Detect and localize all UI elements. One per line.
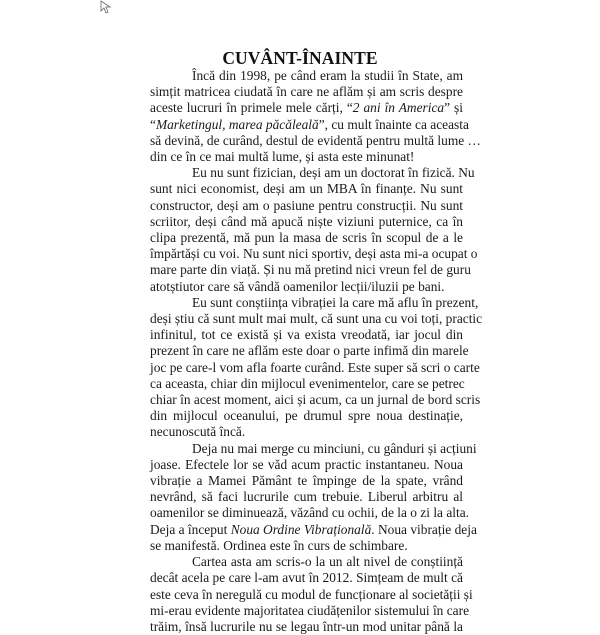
text-run: infinitul, tot ce există și va exista vreodată, iar jocul din (150, 327, 463, 343)
text-run: oamenilor se diminuează, văzând cu ochii, de la o zi la alta. (150, 505, 470, 521)
paragraph (150, 165, 478, 295)
text-line (150, 132, 481, 149)
text-line (150, 246, 478, 262)
text-run: Cartea asta am scris-o la un alt nivel de conștiință (192, 554, 463, 570)
text-run: . Noua vibrație deja (371, 521, 477, 537)
text-run: constructor, deși am o pasiune pentru construcții. Nu sunt (150, 197, 463, 213)
text-run: nevrând, să faci lucrurile cum trebuie. Liberul arbitru al (150, 489, 463, 505)
text-run: chiar în acest moment, aici și acum, ca un jurnal de bord scris (150, 392, 481, 408)
text-line (150, 68, 463, 84)
text-run: decât acela pe care l-am avut în 2012. Simțeam de mult că (150, 570, 463, 586)
text-line (150, 619, 463, 635)
text-run: sunt nici economist, deși am un MBA în finanțe. Nu sunt (150, 181, 463, 197)
text-run: deși știu că sunt mult mai mult, că sunt una cu voi toți, practic (150, 311, 483, 327)
text-line (150, 294, 479, 311)
text-run: Încă din 1998, pe când eram la studii în State, am (192, 68, 463, 83)
text-line (150, 116, 469, 133)
italic-title: 2 ani în America (352, 100, 445, 116)
text-line (150, 408, 463, 424)
text-line (150, 505, 470, 521)
text-run: Deja nu mai merge cu minciuni, cu gânduri și acțiuni (192, 440, 477, 456)
text-line (150, 343, 469, 359)
text-run: mi-erau evidente majoritatea ciudățenilor sistemului în care (150, 602, 470, 618)
text-line (150, 327, 463, 343)
text-run: necunoscută încă. (150, 424, 246, 440)
text-run: ” și (444, 100, 463, 116)
text-line (150, 554, 463, 570)
text-line (150, 311, 483, 327)
text-run: “ (150, 116, 156, 132)
text-run: trăim, însă lucrurile nu se legau într-un mod unitar până la (150, 618, 463, 634)
text-line (150, 392, 481, 408)
chapter-title: CUVÂNT-ÎNAINTE (222, 47, 378, 68)
text-run: clipa prezentă, mă pun la masa de scris în scopul de a le (150, 230, 463, 246)
text-run: simțit matricea ciudată în care ne aflăm și am scris despre (150, 84, 463, 100)
text-line (150, 214, 463, 230)
text-run: mare parte din viață. Și nu mă pretind nici vreun fel de guru (150, 262, 471, 278)
text-line (150, 149, 463, 165)
text-line (150, 473, 463, 489)
text-line (150, 376, 463, 392)
text-run: Eu nu sunt fizician, deși am un doctorat în fizică. Nu (192, 165, 475, 181)
text-run: din mijlocul oceanului, pe drumul spre noua destinație, (150, 408, 463, 424)
text-run: Deja a început (150, 521, 231, 537)
text-run: ca aceasta, chiar din mijlocul evenimentelor, care se petrec (150, 375, 465, 391)
text-line (150, 198, 463, 214)
text-run: joase. Efectele lor se văd acum practic instantaneu. Noua (150, 456, 463, 472)
italic-title: Noua Ordine Vibrațională (230, 521, 372, 537)
paragraph (150, 68, 481, 165)
text-line (150, 262, 471, 278)
text-line (150, 538, 463, 554)
text-run: împărtăși cu voi. Nu sunt nici sportiv, deși asta mi-a ocupat o (150, 246, 478, 262)
text-run: joc pe care-l vom afla foarte curând. Este super să scri o carte (150, 359, 480, 375)
text-run: Eu sunt conștiința vibrației la care mă aflu în prezent, (192, 294, 479, 310)
text-line (150, 602, 470, 619)
text-run: scriitor, deși când mă apucă niște viziuni puternice, ca în (150, 213, 463, 229)
paragraph (150, 294, 483, 441)
text-run: din ce în ce mai multă lume, și asta este minunat! (150, 149, 415, 165)
text-line (150, 424, 463, 440)
italic-title: Marketingul, marea păcăleală (155, 116, 319, 132)
text-line (150, 359, 480, 376)
text-run: se manifestă. Ordinea este în curs de schimbare. (150, 537, 408, 553)
document-body (150, 68, 483, 635)
text-line (150, 489, 463, 505)
text-line (150, 570, 463, 586)
text-line (150, 586, 473, 603)
text-line (150, 279, 463, 295)
text-line (150, 457, 463, 473)
paragraph (150, 554, 473, 635)
text-line (150, 84, 463, 100)
text-line (150, 521, 477, 538)
mouse-pointer-icon (100, 0, 112, 14)
text-run: să devină, de curând, destul de evidentă pentru multă lume … (150, 132, 481, 148)
text-run: aceste lucruri în primele mele cărți, “ (150, 100, 353, 116)
text-run: este ceva în neregulă cu modul de funcționare al societății și (150, 586, 473, 602)
text-line (150, 181, 463, 197)
text-run: prezent în care ne aflăm este doar o parte infimă din marele (150, 343, 469, 359)
paragraph (150, 440, 477, 554)
text-run: vibrație a Mamei Pământ te împinge de la spate, vrând (150, 473, 463, 489)
text-run: ”, cu mult înainte ca aceasta (318, 116, 469, 132)
text-line (150, 165, 475, 181)
text-run: atotștiutor care să vândă oamenilor lecții/iluzii pe bani. (150, 278, 445, 294)
text-line (150, 100, 463, 116)
text-line (150, 440, 477, 457)
text-line (150, 230, 463, 246)
